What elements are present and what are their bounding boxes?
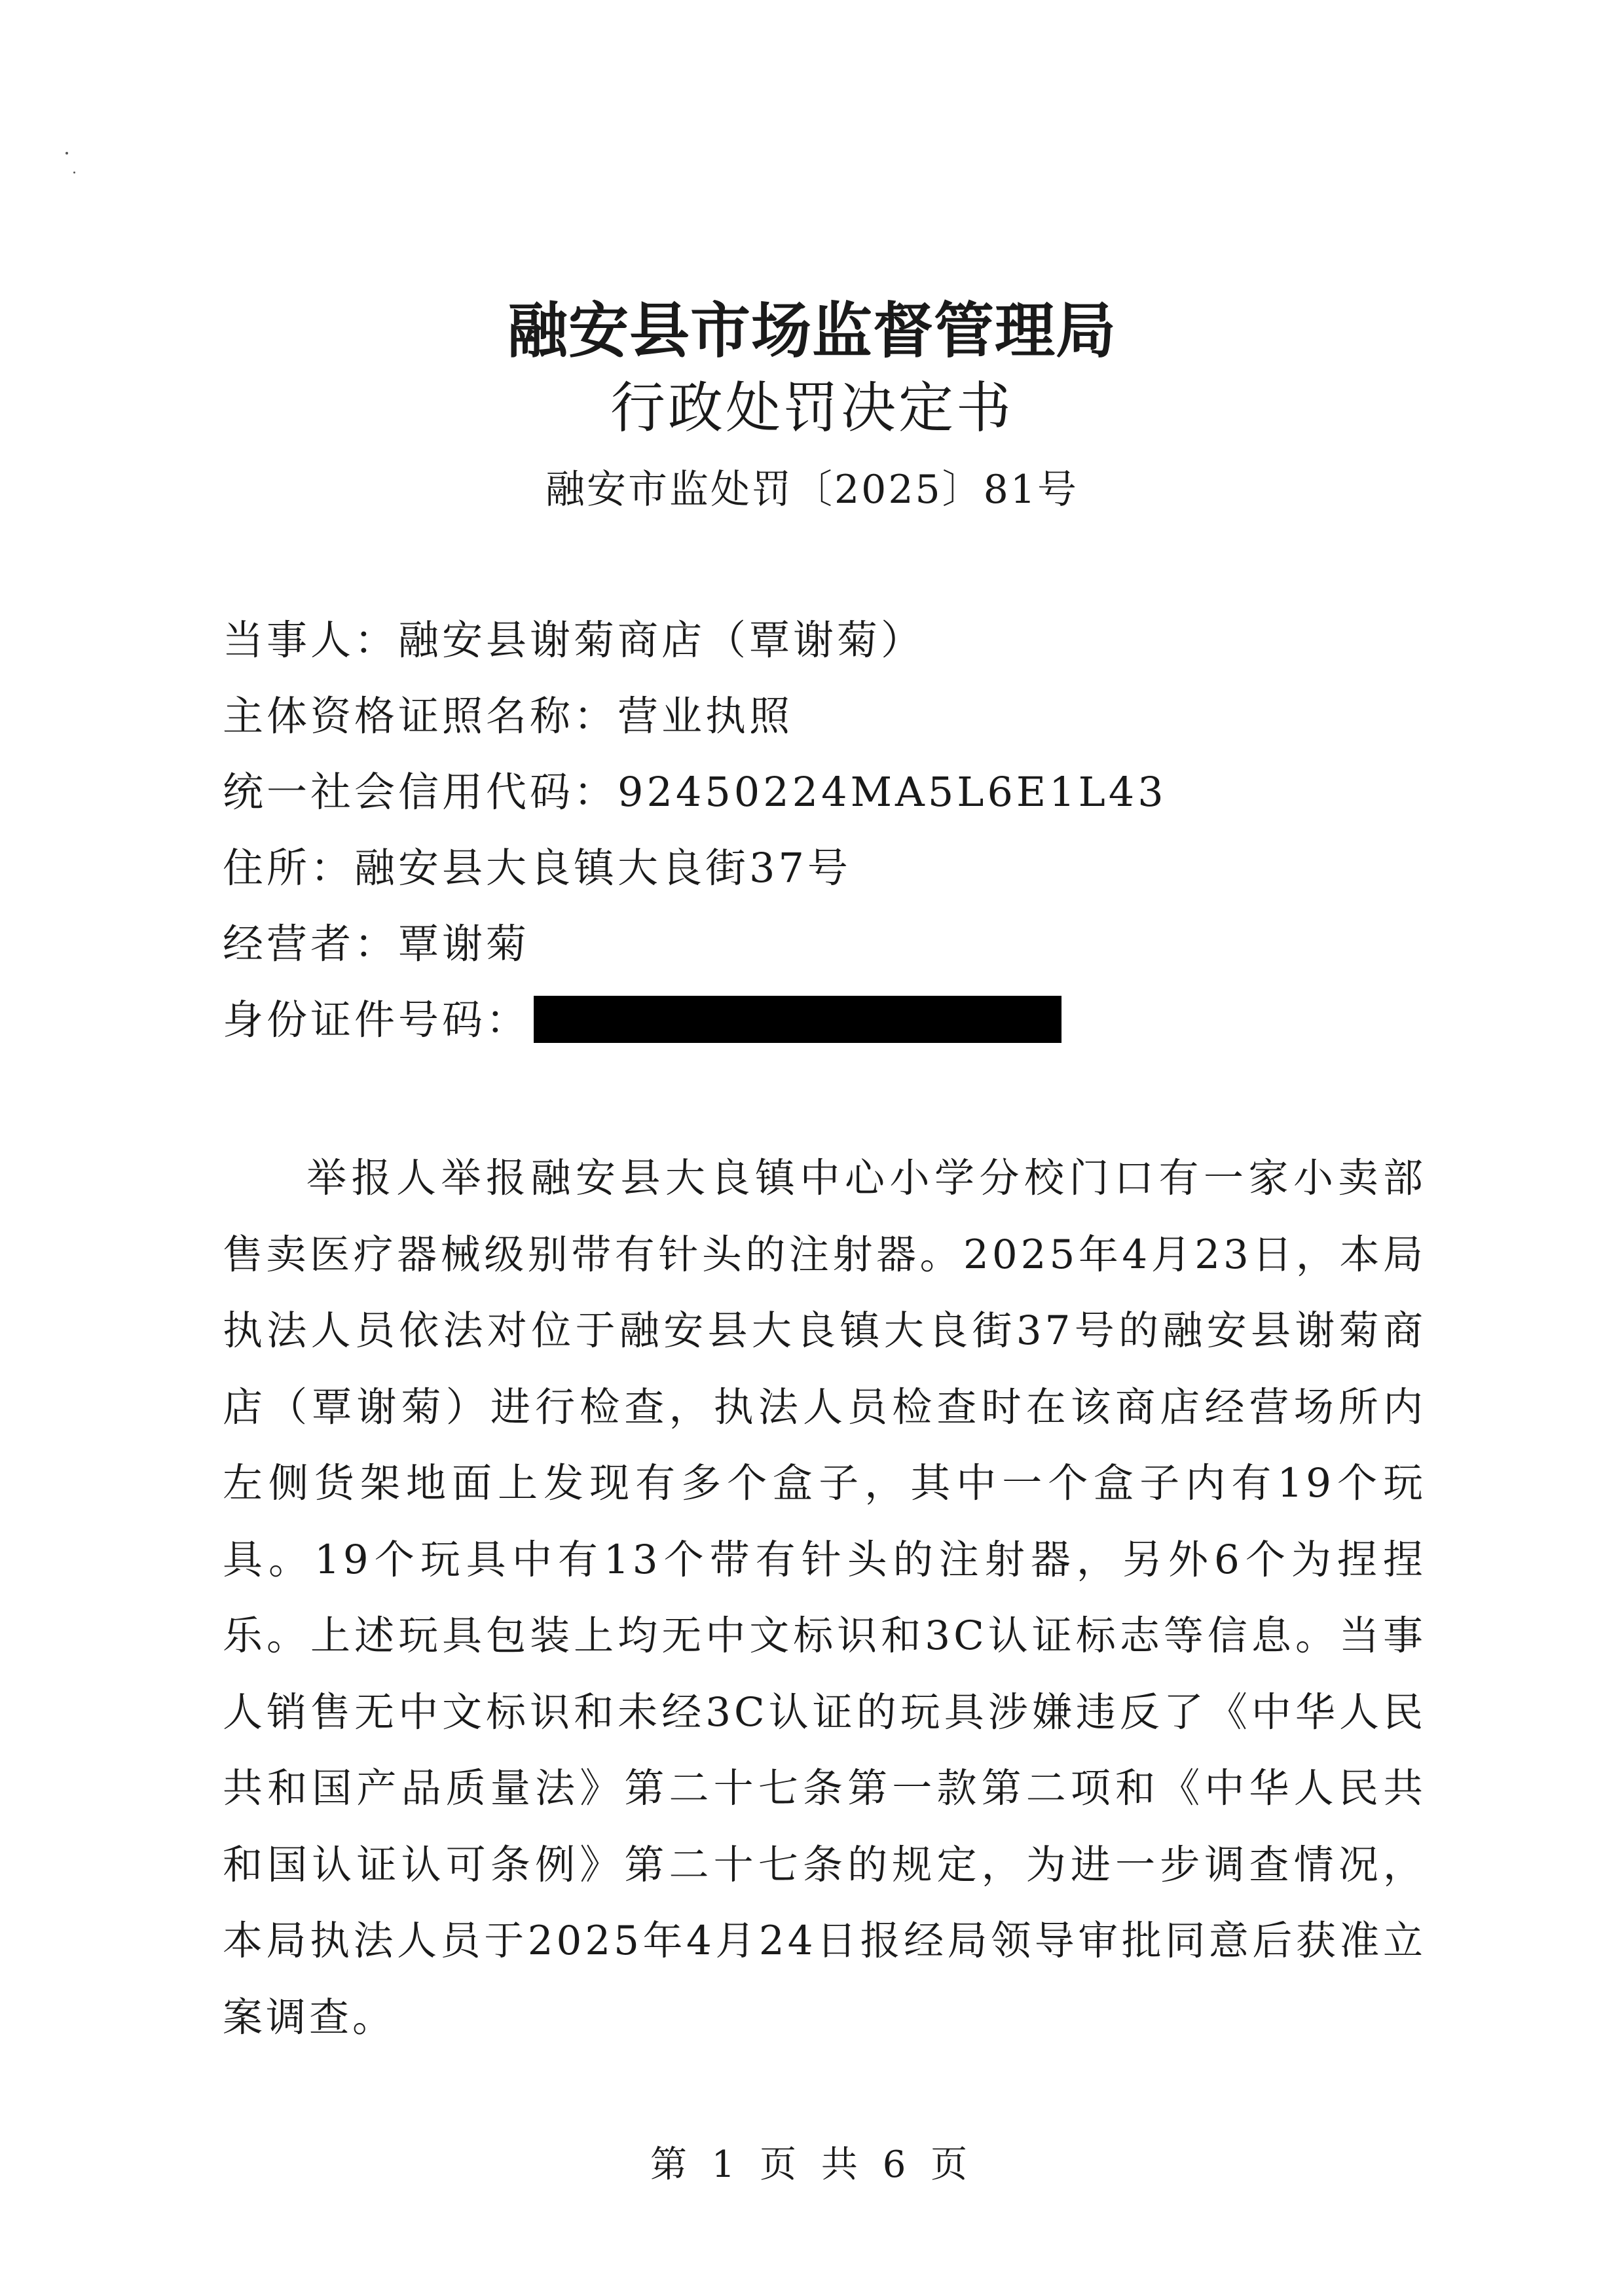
party-info bbox=[223, 602, 1434, 1058]
case-description-paragraph: 举报人举报融安县大良镇中心小学分校门口有一家小卖部售卖医疗器械级别带有针头的注射器。2025年4月23日，本局执法人员依法对位于融安县大良镇大良街37号的融安县谢菊商店（覃谢菊）进行检查，执法人员检查时在该商店经营场所内左侧货架地面上发现有多个盒子，其中一个盒子内有19个玩具。19个玩具中有13个带有针头的注射器，另外6个为捏捏乐。上述玩具包装上均无中文标识和3C认证标志等信息。当事人销售无中文标识和未经3C认证的玩具涉嫌违反了《中华人民共和国产品质量法》第二十七条第一款第二项和《中华人民共和国认证认可条例》第二十七条的规定，为进一步调查情况，本局执法人员于2025年4月24日报经局领导审批同意后获准立案调查。 bbox=[223, 1155, 1426, 2041]
operator-line: 经营者：覃谢菊 bbox=[223, 920, 530, 968]
document-type-title: 行政处罚决定书 bbox=[610, 376, 1014, 440]
id-number-label: 身份证件号码： bbox=[223, 996, 530, 1044]
scan-speck bbox=[73, 172, 75, 173]
id-number-line bbox=[223, 982, 1434, 1058]
party-name-line: 当事人：融安县谢菊商店（覃谢菊） bbox=[223, 616, 925, 664]
agency-title: 融安县市场监督管理局 bbox=[507, 295, 1116, 366]
page-number-footer: 第 1 页 共 6 页 bbox=[650, 2143, 974, 2186]
document-number: 融安市监处罚〔2025〕81号 bbox=[545, 467, 1079, 513]
address-line: 住所：融安县大良镇大良街37号 bbox=[223, 844, 851, 892]
license-name-line: 主体资格证照名称：营业执照 bbox=[223, 692, 794, 740]
credit-code-line: 统一社会信用代码：92450224MA5L6E1L43 bbox=[223, 768, 1167, 816]
redaction-block bbox=[534, 996, 1061, 1043]
scan-speck bbox=[65, 152, 68, 155]
